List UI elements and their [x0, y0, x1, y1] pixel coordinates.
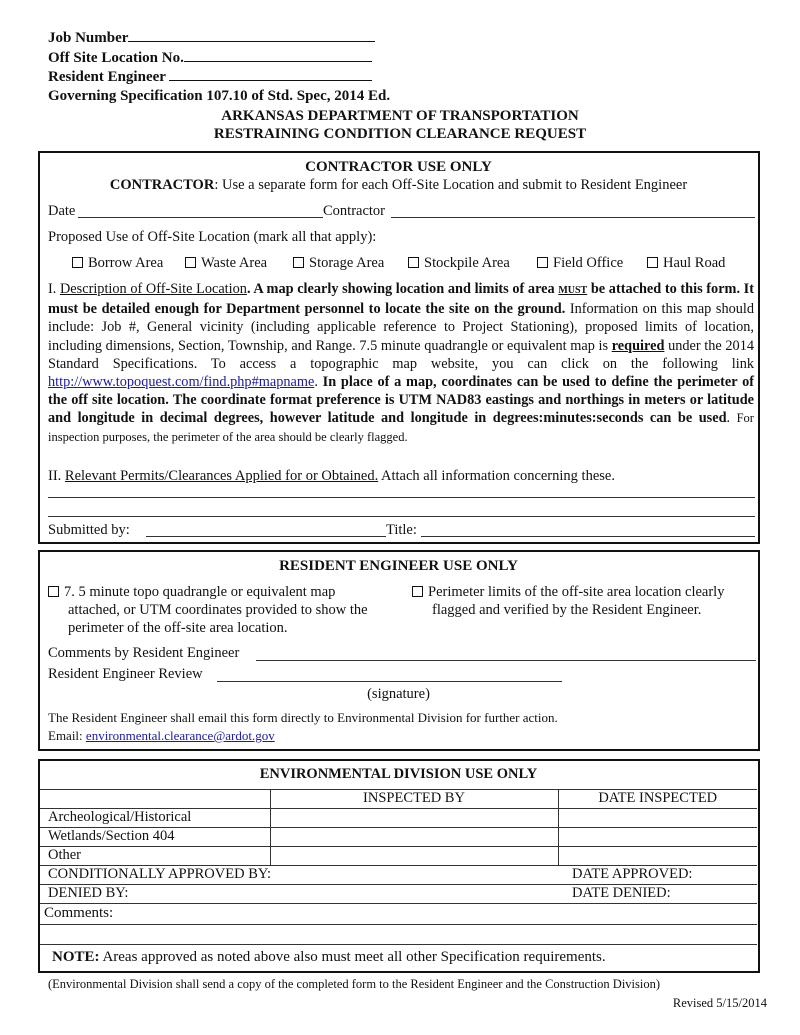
- title-field[interactable]: [421, 536, 755, 537]
- permits-text: Attach all information concerning these.: [378, 468, 615, 484]
- description-heading: Description of Off-Site Location: [59, 281, 247, 297]
- resident-engineer-row: [48, 67, 375, 87]
- environmental-section: [38, 759, 760, 973]
- date-inspected-cell[interactable]: [558, 827, 757, 846]
- date-inspected-cell[interactable]: [558, 846, 757, 865]
- date-label: Date: [48, 203, 76, 219]
- date-approved-label: DATE APPROVED:: [572, 866, 693, 882]
- checkbox-icon[interactable]: [72, 257, 83, 268]
- email-note: The Resident Engineer shall email this form directly to Environmental Division for further action.: [48, 710, 558, 725]
- governing-spec: Governing Specification 107.10 of Std. Spec, 2014 Ed.: [48, 88, 391, 104]
- date-denied-field[interactable]: [558, 884, 757, 903]
- date-field[interactable]: [78, 217, 323, 218]
- email-label: Email:: [48, 728, 86, 743]
- signature-caption: (signature): [367, 686, 430, 702]
- checkbox-haul-road[interactable]: [647, 255, 725, 272]
- resident-check-perimeter[interactable]: [412, 583, 757, 619]
- contractor-section-title: CONTRACTOR USE ONLY: [305, 159, 492, 175]
- job-number-label: Job Number: [48, 30, 129, 46]
- contractor-instruction-text: : Use a separate form for each Off-Site Location and submit to Resident Engineer: [214, 177, 688, 193]
- row-label: Other: [40, 846, 270, 865]
- note-row: [40, 944, 757, 970]
- description-text: .: [314, 374, 323, 391]
- check-perimeter-label: Perimeter limits of the off-site area location clearly flagged and verified by the Resident Engineer.: [428, 584, 725, 618]
- column-header-date-inspected: DATE INSPECTED: [558, 789, 757, 808]
- checkbox-icon[interactable]: [412, 586, 423, 597]
- checkbox-storage-area[interactable]: [293, 255, 384, 272]
- inspected-by-cell[interactable]: [270, 808, 558, 827]
- comments-field-line-2[interactable]: [40, 924, 757, 944]
- note-text: Areas approved as noted above also must meet all other Specification requirements.: [99, 948, 606, 965]
- checkbox-label: Field Office: [553, 255, 624, 271]
- off-site-location-row: [48, 48, 375, 68]
- description-paragraph: [48, 280, 754, 446]
- checkbox-icon[interactable]: [537, 257, 548, 268]
- resident-check-map[interactable]: [48, 583, 378, 637]
- approved-by-field[interactable]: [40, 865, 558, 884]
- resident-section-title: RESIDENT ENGINEER USE ONLY: [279, 558, 518, 574]
- email-row: [48, 728, 275, 744]
- job-number-field[interactable]: [128, 28, 375, 42]
- comments-by-re-label: Comments by Resident Engineer: [48, 645, 240, 661]
- table-row: [40, 808, 757, 827]
- job-number-row: [48, 28, 375, 48]
- contractor-field[interactable]: [391, 217, 755, 218]
- description-text: Information on this map should include: Job #, General vicinity (including applicable reference to Project Stationing), proposed limits of location, including dimensions, Section, Township, and Range. 7.5 minute quadrangle or equivalent map is: [48, 301, 755, 354]
- date-approved-field[interactable]: [558, 865, 757, 884]
- contractor-instruction: [40, 177, 757, 194]
- date-denied-label: DATE DENIED:: [572, 885, 671, 901]
- environmental-section-title: ENVIRONMENTAL DIVISION USE ONLY: [40, 761, 757, 789]
- checkbox-label: Storage Area: [309, 255, 385, 271]
- copy-note: (Environmental Division shall send a copy of the completed form to the Resident Engineer and the Construction Division): [48, 977, 661, 991]
- table-row: [40, 846, 757, 865]
- column-header-blank: [40, 789, 270, 808]
- must-emphasis: MUST: [558, 285, 588, 296]
- approved-by-label: CONDITIONALLY APPROVED BY:: [48, 866, 272, 882]
- permits-field-line-2[interactable]: [48, 516, 755, 517]
- comments-by-re-field[interactable]: [256, 660, 756, 661]
- checkbox-icon[interactable]: [48, 586, 59, 597]
- checkbox-icon[interactable]: [647, 257, 658, 268]
- required-emphasis: required: [611, 337, 665, 354]
- page-title-agency: ARKANSAS DEPARTMENT OF TRANSPORTATION: [221, 108, 579, 124]
- comments-label: Comments:: [44, 905, 114, 921]
- checkbox-borrow-area[interactable]: [72, 255, 163, 272]
- topoquest-link[interactable]: http://www.topoquest.com/find.php#mapname: [48, 374, 315, 391]
- description-small-text: For inspection purposes, the perimeter of the area should be clearly flagged.: [48, 411, 754, 444]
- resident-engineer-field[interactable]: [169, 67, 372, 81]
- checkbox-label: Haul Road: [663, 255, 726, 271]
- denied-by-field[interactable]: [40, 884, 558, 903]
- description-text: .: [726, 410, 737, 427]
- checkbox-icon[interactable]: [293, 257, 304, 268]
- note-label: NOTE:: [52, 948, 100, 965]
- resident-engineer-section: [38, 550, 760, 751]
- off-site-location-field[interactable]: [184, 48, 372, 62]
- row-label: Archeological/Historical: [40, 808, 270, 827]
- description-bold-text: . A map clearly showing location and limits of area: [246, 281, 559, 297]
- checkbox-icon[interactable]: [408, 257, 419, 268]
- permits-heading: Relevant Permits/Clearances Applied for or Obtained.: [64, 468, 379, 484]
- re-review-signature-field[interactable]: [217, 681, 562, 682]
- submitted-by-label: Submitted by:: [48, 522, 130, 538]
- re-review-label: Resident Engineer Review: [48, 666, 203, 682]
- header-fields: [48, 28, 375, 87]
- permits-row: [48, 468, 615, 485]
- resident-engineer-label: Resident Engineer: [48, 69, 166, 85]
- denied-by-label: DENIED BY:: [48, 885, 129, 901]
- contractor-label: Contractor: [323, 203, 386, 219]
- section-numeral: II.: [48, 468, 65, 484]
- table-row: [40, 827, 757, 846]
- comments-field[interactable]: [40, 903, 757, 924]
- checkbox-label: Waste Area: [201, 255, 268, 271]
- page-title-form: RESTRAINING CONDITION CLEARANCE REQUEST: [213, 126, 587, 142]
- proposed-use-label: Proposed Use of Off-Site Location (mark all that apply):: [48, 229, 377, 245]
- inspected-by-cell[interactable]: [270, 846, 558, 865]
- environmental-table: [40, 761, 757, 970]
- column-header-inspected-by: INSPECTED BY: [270, 789, 558, 808]
- title-label: Title:: [386, 522, 417, 538]
- permits-field-line-1[interactable]: [48, 497, 755, 498]
- submitted-by-field[interactable]: [146, 536, 386, 537]
- checkbox-label: Stockpile Area: [424, 255, 510, 271]
- email-link[interactable]: environmental.clearance@ardot.gov: [85, 728, 275, 743]
- inspected-by-cell[interactable]: [270, 827, 558, 846]
- check-map-label: 7. 5 minute topo quadrangle or equivalent map attached, or UTM coordinates provided to show the perimeter of the off-site area location.: [64, 584, 368, 636]
- description-text: under the 2014 Standard Specifications. To access a topographic map website, you can click on the following link: [48, 337, 754, 372]
- checkbox-label: Borrow Area: [88, 255, 164, 271]
- checkbox-stockpile-area[interactable]: [408, 255, 510, 272]
- checkbox-field-office[interactable]: [537, 255, 623, 272]
- date-inspected-cell[interactable]: [558, 808, 757, 827]
- revised-date: Revised 5/15/2014: [672, 996, 767, 1010]
- row-label: Wetlands/Section 404: [40, 827, 270, 846]
- description-bold-text: be attached to this form. It must be detailed enough for Department personnel to locate the site on the ground.: [48, 281, 754, 318]
- contractor-section: [38, 151, 760, 544]
- section-numeral: I.: [48, 281, 60, 297]
- description-bold-text: In place of a map, coordinates can be used to define the perimeter of the off site location. The coordinate format preference is UTM NAD83 eastings and northings in meters or latitude and longitude in decimal degrees, however latitude and longitude in degrees:minutes:seconds can be used: [48, 374, 754, 427]
- off-site-location-label: Off Site Location No.: [48, 49, 184, 66]
- checkbox-icon[interactable]: [185, 257, 196, 268]
- contractor-instruction-bold: CONTRACTOR: [109, 177, 215, 193]
- checkbox-waste-area[interactable]: [185, 255, 267, 272]
